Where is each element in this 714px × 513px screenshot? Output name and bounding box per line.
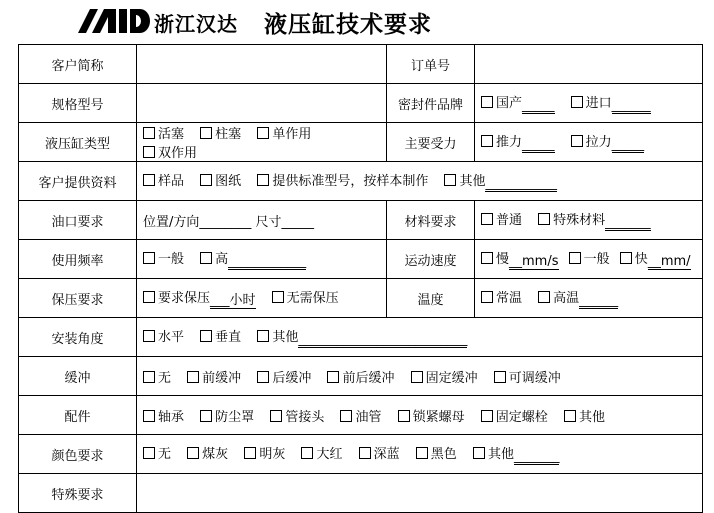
- option-accessory-other[interactable]: 其他: [564, 406, 605, 425]
- checkbox-icon[interactable]: [143, 291, 155, 303]
- row-options-pressure-holding: [137, 279, 387, 318]
- row-label-install-angle: 安装角度: [19, 318, 137, 357]
- row-label-temperature: 温度: [387, 279, 475, 318]
- table-row: [19, 240, 703, 279]
- option-ordinary-material[interactable]: 普通: [481, 209, 522, 228]
- checkbox-icon[interactable]: [538, 213, 550, 225]
- option-fixing-bolt[interactable]: 固定螺栓: [481, 406, 548, 425]
- checkbox-icon[interactable]: [270, 410, 282, 422]
- row-label-port-requirement: 油口要求: [19, 201, 137, 240]
- row-options-cushion: [137, 357, 703, 396]
- checkbox-icon[interactable]: [481, 252, 493, 264]
- option-seal-domestic[interactable]: 国产_____: [481, 92, 555, 114]
- row-label-material-requirement: 材料要求: [387, 201, 475, 240]
- row-value-special-requirement[interactable]: [137, 474, 703, 513]
- checkbox-icon[interactable]: [200, 410, 212, 422]
- row-options-customer-materials: [137, 162, 703, 201]
- checkbox-icon[interactable]: [143, 127, 155, 139]
- row-label-spec-model: 规格型号: [19, 84, 137, 123]
- checkbox-icon[interactable]: [257, 371, 269, 383]
- option-pull-force[interactable]: 拉力_____: [571, 131, 645, 153]
- option-speed-normal[interactable]: 一般: [569, 248, 610, 267]
- row-label-cylinder-type: 液压缸类型: [19, 123, 137, 162]
- checkbox-icon[interactable]: [398, 410, 410, 422]
- option-seal-imported[interactable]: 进口______: [571, 92, 651, 114]
- option-plunger[interactable]: 柱塞: [200, 123, 241, 142]
- fill-line[interactable]: ___________: [485, 176, 557, 191]
- row-label-usage-frequency: 使用频率: [19, 240, 137, 279]
- row-label-color-requirement: 颜色要求: [19, 435, 137, 474]
- checkbox-icon[interactable]: [620, 252, 632, 264]
- fill-line[interactable]: ______: [579, 293, 619, 308]
- checkbox-icon[interactable]: [564, 410, 576, 422]
- company-logo: [78, 7, 238, 37]
- option-color-black[interactable]: 黑色: [416, 443, 457, 462]
- table-row: [19, 396, 703, 435]
- fill-line[interactable]: __________________________: [298, 332, 468, 347]
- option-bearing[interactable]: 轴承: [143, 406, 184, 425]
- option-pipe-joint[interactable]: 管接头: [270, 406, 324, 425]
- option-color-navy[interactable]: 深蓝: [359, 443, 400, 462]
- option-frequency-normal[interactable]: 一般: [143, 248, 184, 267]
- option-other-materials[interactable]: 其他___________: [444, 170, 557, 192]
- option-standard-model[interactable]: 提供标准型号，按样本制作: [257, 170, 428, 189]
- option-color-other[interactable]: 其他_______: [473, 443, 560, 465]
- row-options-accessories: [137, 396, 703, 435]
- requirements-table: [18, 44, 703, 513]
- checkbox-icon[interactable]: [143, 410, 155, 422]
- checkbox-icon[interactable]: [481, 410, 493, 422]
- table-row: [19, 84, 703, 123]
- fill-line[interactable]: __mm/s: [509, 254, 559, 269]
- option-cushion-adjustable[interactable]: 可调缓冲: [494, 367, 561, 386]
- table-row: [19, 123, 703, 162]
- option-double-acting[interactable]: 双作用: [143, 142, 197, 161]
- checkbox-icon[interactable]: [143, 146, 155, 158]
- checkbox-icon[interactable]: [411, 371, 423, 383]
- checkbox-icon[interactable]: [538, 291, 550, 303]
- option-special-material[interactable]: 特殊材料_______: [538, 209, 651, 231]
- option-dust-cover[interactable]: 防尘罩: [200, 406, 254, 425]
- checkbox-icon[interactable]: [200, 127, 212, 139]
- option-require-holding[interactable]: 要求保压___小时: [143, 287, 256, 309]
- fill-line[interactable]: __mm/: [647, 254, 691, 269]
- checkbox-icon[interactable]: [257, 174, 269, 186]
- checkbox-icon[interactable]: [481, 135, 493, 147]
- checkbox-icon[interactable]: [257, 127, 269, 139]
- row-options-main-force: [475, 123, 703, 162]
- checkbox-icon[interactable]: [494, 371, 506, 383]
- option-color-none[interactable]: 无: [143, 443, 171, 462]
- checkbox-icon[interactable]: [473, 447, 485, 459]
- fill-line[interactable]: _____: [611, 137, 645, 152]
- option-cushion-front[interactable]: 前缓冲: [187, 367, 241, 386]
- table-row: [19, 318, 703, 357]
- option-cushion-fixed[interactable]: 固定缓冲: [411, 367, 478, 386]
- checkbox-icon[interactable]: [571, 135, 583, 147]
- document-header: [0, 0, 714, 44]
- option-oil-pipe[interactable]: 油管: [340, 406, 381, 425]
- row-value-order-no[interactable]: [475, 45, 703, 84]
- row-value-spec-model[interactable]: [137, 84, 387, 123]
- checkbox-icon[interactable]: [143, 252, 155, 264]
- option-angle-other[interactable]: 其他__________________________: [257, 326, 467, 348]
- row-options-usage-frequency: [137, 240, 387, 279]
- table-row: [19, 45, 703, 84]
- table-row: [19, 279, 703, 318]
- fill-line[interactable]: _____: [522, 98, 555, 113]
- fill-line[interactable]: ___小时: [210, 289, 256, 309]
- option-piston[interactable]: 活塞: [143, 123, 184, 142]
- option-cushion-rear[interactable]: 后缓冲: [257, 367, 311, 386]
- company-name-cn: 浙江汉达: [154, 11, 238, 36]
- option-color-light-grey[interactable]: 明灰: [244, 443, 285, 462]
- checkbox-icon[interactable]: [481, 291, 493, 303]
- checkbox-icon[interactable]: [416, 447, 428, 459]
- option-cushion-both[interactable]: 前后缓冲: [327, 367, 394, 386]
- checkbox-icon[interactable]: [340, 410, 352, 422]
- table-row: [19, 357, 703, 396]
- option-lock-nut[interactable]: 锁紧螺母: [398, 406, 465, 425]
- checkbox-icon[interactable]: [143, 371, 155, 383]
- fill-line[interactable]: ____________: [228, 254, 307, 269]
- checkbox-icon[interactable]: [143, 174, 155, 186]
- table-row: [19, 435, 703, 474]
- option-color-coal-grey[interactable]: 煤灰: [187, 443, 228, 462]
- row-label-seal-brand: 密封件品牌: [387, 84, 475, 123]
- fill-line[interactable]: _______: [605, 215, 651, 230]
- row-options-temperature: [475, 279, 703, 318]
- row-label-cushion: 缓冲: [19, 357, 137, 396]
- checkbox-icon[interactable]: [569, 252, 581, 264]
- table-row: [19, 474, 703, 513]
- checkbox-icon[interactable]: [143, 447, 155, 459]
- row-label-pressure-holding: 保压要求: [19, 279, 137, 318]
- option-vertical[interactable]: 垂直: [200, 326, 241, 345]
- option-temp-high[interactable]: 高温______: [538, 287, 618, 309]
- anlda-logo-icon: [78, 7, 150, 37]
- row-label-customer-name: 客户简称: [19, 45, 137, 84]
- row-options-motion-speed: [475, 240, 703, 279]
- checkbox-icon[interactable]: [187, 447, 199, 459]
- row-label-customer-materials: 客户提供资料: [19, 162, 137, 201]
- row-label-motion-speed: 运动速度: [387, 240, 475, 279]
- option-color-red[interactable]: 大红: [301, 443, 342, 462]
- row-value-customer-name[interactable]: [137, 45, 387, 84]
- checkbox-icon[interactable]: [244, 447, 256, 459]
- row-options-cylinder-type: [137, 123, 387, 162]
- row-options-material-requirement: [475, 201, 703, 240]
- row-label-accessories: 配件: [19, 396, 137, 435]
- row-options-install-angle: [137, 318, 703, 357]
- row-label-main-force: 主要受力: [387, 123, 475, 162]
- checkbox-icon[interactable]: [359, 447, 371, 459]
- option-horizontal[interactable]: 水平: [143, 326, 184, 345]
- option-single-acting[interactable]: 单作用: [257, 123, 311, 142]
- row-value-port-requirement[interactable]: 位置/方向________ 尺寸_____: [137, 201, 387, 240]
- option-no-holding[interactable]: 无需保压: [272, 287, 339, 306]
- fill-line[interactable]: _______: [513, 449, 560, 464]
- option-drawing[interactable]: 图纸: [200, 170, 241, 189]
- option-frequency-high[interactable]: 高____________: [200, 248, 306, 270]
- checkbox-icon[interactable]: [571, 96, 583, 108]
- checkbox-icon[interactable]: [200, 330, 212, 342]
- checkbox-icon[interactable]: [272, 291, 284, 303]
- checkbox-icon[interactable]: [481, 213, 493, 225]
- table-row: [19, 162, 703, 201]
- option-speed-fast[interactable]: 快__mm/: [620, 248, 691, 270]
- row-options-color-requirement: [137, 435, 703, 474]
- option-temp-normal[interactable]: 常温: [481, 287, 522, 306]
- checkbox-icon[interactable]: [444, 174, 456, 186]
- row-label-special-requirement: 特殊要求: [19, 474, 137, 513]
- checkbox-icon[interactable]: [200, 252, 212, 264]
- option-cushion-none[interactable]: 无: [143, 367, 171, 386]
- row-label-order-no: 订单号: [387, 45, 475, 84]
- option-push-force[interactable]: 推力_____: [481, 131, 555, 153]
- row-options-seal-brand: [475, 84, 703, 123]
- checkbox-icon[interactable]: [200, 174, 212, 186]
- option-sample[interactable]: 样品: [143, 170, 184, 189]
- fill-line[interactable]: _____: [522, 137, 555, 152]
- checkbox-icon[interactable]: [481, 96, 493, 108]
- table-row: [19, 201, 703, 240]
- checkbox-icon[interactable]: [143, 330, 155, 342]
- checkbox-icon[interactable]: [301, 447, 313, 459]
- checkbox-icon[interactable]: [187, 371, 199, 383]
- checkbox-icon[interactable]: [327, 371, 339, 383]
- checkbox-icon[interactable]: [257, 330, 269, 342]
- page-title: 液压缸技术要求: [264, 11, 432, 38]
- option-speed-slow[interactable]: 慢__mm/s: [481, 248, 559, 270]
- fill-line[interactable]: ______: [611, 98, 651, 113]
